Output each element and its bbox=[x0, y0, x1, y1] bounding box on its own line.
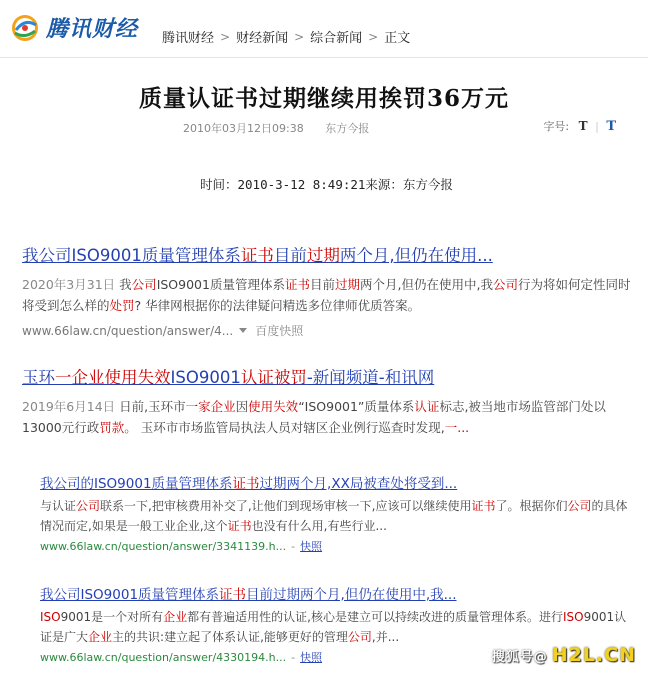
highlighted-term: 证书 bbox=[240, 246, 274, 265]
highlighted-term: 证书 bbox=[219, 587, 247, 603]
result-snippet-text bbox=[40, 499, 628, 533]
text-segment: 两个月,但仍在使用... bbox=[339, 246, 493, 265]
breadcrumb-separator: > bbox=[368, 29, 379, 44]
breadcrumb-separator: > bbox=[220, 29, 231, 44]
result-url-row bbox=[22, 322, 632, 339]
article-datetime: 2010年03月12日09:38 bbox=[183, 122, 304, 135]
chevron-down-icon[interactable] bbox=[239, 328, 247, 333]
result-url[interactable]: www.66law.cn/question/answer/4... bbox=[22, 323, 234, 338]
text-segment: 我公司ISO9001质量管理体系 bbox=[22, 246, 241, 265]
article-time-source: 时间：2010-3-12 8:49:21来源：东方今报 bbox=[200, 177, 453, 192]
highlighted-term: 证书 bbox=[232, 476, 260, 492]
highlighted-term: 一企业使用失效 bbox=[55, 368, 171, 387]
highlighted-term: 公司 bbox=[131, 277, 157, 292]
text-segment: 目前 bbox=[309, 277, 335, 292]
result-snippet bbox=[22, 274, 632, 316]
result-url[interactable]: www.66law.cn/question/answer/3341139.h... bbox=[40, 539, 287, 553]
text-segment: 都有普遍适用性的认证,核心是建立可以持续改进的质量管理体系。进行 bbox=[187, 610, 563, 624]
text-segment: 两个月,但仍在使用中,我 bbox=[360, 277, 493, 292]
result-title-link[interactable] bbox=[22, 242, 632, 266]
result-title-link[interactable] bbox=[22, 364, 632, 388]
highlighted-term: ISO bbox=[40, 610, 61, 624]
text-segment: 我公司ISO9001质量管理体系 bbox=[40, 587, 220, 603]
text-segment: 的具体情况而定,如果是一般工业企业,这个 bbox=[40, 499, 628, 533]
highlighted-term: 公司 bbox=[492, 277, 518, 292]
font-size-large-button[interactable]: T bbox=[578, 119, 588, 133]
text-segment: 标志,被当地市场监管部门处以13000元行政 bbox=[22, 399, 606, 435]
text-segment: ISO9001质量管理体系 bbox=[156, 277, 285, 292]
watermark bbox=[492, 644, 636, 666]
text-segment: 行为将如何定性同时将受到怎么样的 bbox=[22, 277, 631, 313]
result-snippet-text bbox=[40, 610, 626, 644]
article-source: 东方今报 bbox=[325, 122, 370, 135]
result-snippet bbox=[22, 396, 632, 438]
highlighted-term: 使用失效 bbox=[248, 399, 299, 414]
article-title: 质量认证书过期继续用挨罚36万元 bbox=[138, 85, 509, 112]
text-segment: 与认证 bbox=[40, 499, 77, 513]
text-segment: ISO9001 bbox=[170, 368, 241, 387]
text-segment: 过期两个月,XX局被查处将受到... bbox=[259, 476, 458, 492]
text-segment: 因 bbox=[235, 399, 249, 414]
text-segment: 目前 bbox=[273, 246, 307, 265]
text-segment: 玉环 bbox=[22, 368, 55, 387]
result-date: 2020年3月31日 bbox=[22, 277, 116, 292]
highlighted-term: 过期 bbox=[335, 277, 361, 292]
breadcrumb-finance-news[interactable]: 财经新闻 bbox=[236, 31, 289, 46]
result-url[interactable]: www.66law.cn/question/answer/4330194.h... bbox=[40, 650, 287, 664]
text-segment: 。 玉环市市场监管局执法人员对辖区企业例行巡查时发现, bbox=[124, 420, 445, 435]
url-separator: - bbox=[291, 650, 296, 664]
result-snippet bbox=[40, 496, 635, 536]
article-meta bbox=[183, 120, 387, 136]
watermark-code: H2L.CN bbox=[551, 644, 636, 666]
highlighted-term: 证书 bbox=[471, 499, 496, 513]
snapshot-link[interactable]: 百度快照 bbox=[255, 324, 304, 338]
breadcrumb-separator: > bbox=[294, 29, 305, 44]
breadcrumb-tencent-finance[interactable]: 腾讯财经 bbox=[162, 31, 215, 46]
search-result bbox=[22, 364, 632, 438]
snapshot-link[interactable]: 快照 bbox=[300, 651, 323, 664]
font-size-divider: | bbox=[595, 120, 599, 133]
url-separator: - bbox=[291, 539, 296, 553]
text-segment: 也没有什么用,有些行业... bbox=[251, 519, 387, 533]
highlighted-term: 罚款 bbox=[99, 420, 125, 435]
text-segment: 我公司的ISO9001质量管理体系 bbox=[40, 476, 233, 492]
text-segment: -新闻频道-和讯网 bbox=[306, 368, 435, 387]
highlighted-term: 认证被罚 bbox=[240, 368, 307, 387]
highlighted-term: 处罚 bbox=[109, 298, 135, 313]
highlighted-term: 公司 bbox=[567, 499, 592, 513]
result-snippet bbox=[40, 607, 635, 647]
font-size-control bbox=[543, 118, 616, 134]
breadcrumb-current: 正文 bbox=[384, 31, 411, 46]
tencent-logo-icon bbox=[10, 13, 40, 43]
site-header bbox=[0, 0, 648, 58]
text-segment: 了。根据你们 bbox=[495, 499, 568, 513]
font-size-small-button[interactable]: T bbox=[606, 119, 616, 134]
watermark-prefix: 搜狐号@ bbox=[491, 650, 548, 665]
text-segment: 主的共识:建立起了体系认证,能够更好的管理 bbox=[112, 630, 348, 644]
text-segment: 我 bbox=[119, 277, 132, 292]
text-segment: 联系一下,把审核费用补交了,让他们到现场审核一下,应该可以继续使用 bbox=[100, 499, 472, 513]
highlighted-term: 证书 bbox=[284, 277, 310, 292]
snapshot-link[interactable]: 快照 bbox=[300, 540, 323, 553]
highlighted-term: 一家企业 bbox=[185, 399, 236, 414]
highlighted-term: 一... bbox=[444, 420, 470, 435]
text-segment: 目前过期两个月,但仍在使用中,我... bbox=[246, 587, 457, 603]
result-url-row bbox=[40, 538, 635, 554]
highlighted-term: 过期 bbox=[306, 246, 340, 265]
font-size-label: 字号: bbox=[543, 120, 570, 133]
result-title-link[interactable] bbox=[40, 583, 635, 603]
result-title-link[interactable] bbox=[40, 472, 635, 492]
highlighted-term: 证书 bbox=[227, 519, 252, 533]
breadcrumb-general-news[interactable]: 综合新闻 bbox=[310, 31, 363, 46]
search-result bbox=[40, 472, 635, 554]
text-segment: ? 华律网根据你的法律疑问精选多位律师优质答案。 bbox=[134, 298, 421, 313]
highlighted-term: ISO bbox=[563, 610, 584, 624]
text-segment: ,并... bbox=[371, 630, 400, 644]
highlighted-term: 企业 bbox=[88, 630, 113, 644]
highlighted-term: 公司 bbox=[76, 499, 101, 513]
tencent-finance-logo[interactable] bbox=[10, 12, 138, 43]
breadcrumb bbox=[162, 27, 410, 46]
highlighted-term: 认证 bbox=[414, 399, 440, 414]
text-segment: 9001是一个对所有 bbox=[60, 610, 164, 624]
logo-text: 腾讯财经 bbox=[46, 17, 139, 42]
text-segment: 日前,玉环市 bbox=[119, 399, 186, 414]
text-segment: 9001认证是广大 bbox=[40, 610, 627, 644]
highlighted-term: 公司 bbox=[347, 630, 372, 644]
search-result bbox=[22, 242, 632, 339]
highlighted-term: 企业 bbox=[163, 610, 188, 624]
text-segment: “ISO9001”质量体系 bbox=[298, 399, 415, 414]
result-date: 2019年6月14日 bbox=[22, 399, 116, 414]
